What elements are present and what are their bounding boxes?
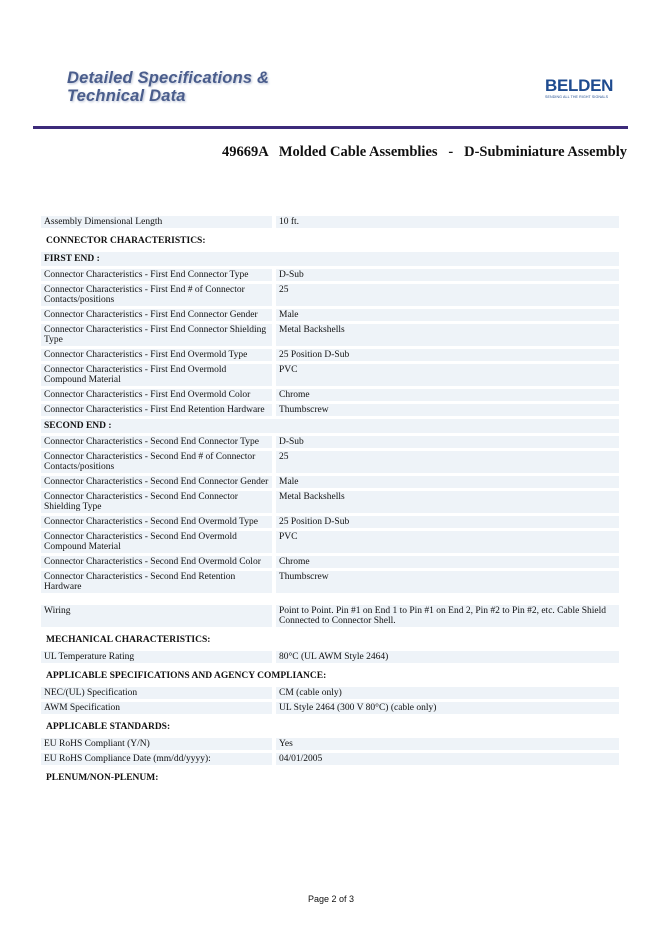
spec-label: Connector Characteristics - First End Connector Shielding Type [41, 324, 272, 346]
spec-row [41, 389, 619, 401]
logo-tagline: SENDING ALL THE RIGHT SIGNALS [545, 95, 609, 99]
spec-row [41, 738, 619, 750]
spec-value: Yes [276, 738, 619, 750]
spec-label: UL Temperature Rating [41, 651, 272, 663]
spec-label: EU RoHS Compliance Date (mm/dd/yyyy): [41, 753, 272, 765]
spec-label: Connector Characteristics - First End # of Connector Contacts/positions [41, 284, 272, 306]
subsection-heading [41, 252, 619, 266]
heading-text: APPLICABLE STANDARDS: [41, 717, 619, 735]
spec-value: 25 Position D-Sub [276, 516, 619, 528]
spec-label: EU RoHS Compliant (Y/N) [41, 738, 272, 750]
document-title: 49669A Molded Cable Assemblies - D-Subminiature Assembly [222, 144, 627, 160]
spec-value: D-Sub [276, 269, 619, 281]
spec-label: Connector Characteristics - First End Overmold Compound Material [41, 364, 272, 386]
logo-text: BELDEN [545, 76, 614, 95]
spec-row [41, 309, 619, 321]
spec-table [41, 213, 619, 789]
section-heading [41, 768, 619, 786]
spec-value: 10 ft. [276, 216, 619, 228]
spec-value: Chrome [276, 389, 619, 401]
spec-value: Thumbscrew [276, 404, 619, 416]
spec-row [41, 687, 619, 699]
spec-label: Wiring [41, 605, 272, 627]
spec-row [41, 284, 619, 306]
spec-value: UL Style 2464 (300 V 80°C) (cable only) [276, 702, 619, 714]
row-spacer [41, 596, 619, 602]
spec-value: Point to Point. Pin #1 on End 1 to Pin #1 on End 2, Pin #2 to Pin #2, etc. Cable Shield Connected to Connector Shell. [276, 605, 619, 627]
spec-value: Chrome [276, 556, 619, 568]
spec-row [41, 571, 619, 593]
spec-row [41, 605, 619, 627]
spec-value: PVC [276, 364, 619, 386]
spec-row [41, 651, 619, 663]
spec-label: Connector Characteristics - Second End Overmold Color [41, 556, 272, 568]
spec-label: NEC/(UL) Specification [41, 687, 272, 699]
header-title-line2: Technical Data [67, 87, 186, 105]
spec-label: Assembly Dimensional Length [41, 216, 272, 228]
heading-text: SECOND END : [41, 419, 619, 433]
spec-label: Connector Characteristics - Second End Connector Gender [41, 476, 272, 488]
heading-text: APPLICABLE SPECIFICATIONS AND AGENCY COMPLIANCE: [41, 666, 619, 684]
spec-value: Male [276, 309, 619, 321]
spec-value: Thumbscrew [276, 571, 619, 593]
spec-label: Connector Characteristics - First End Overmold Type [41, 349, 272, 361]
spec-label: Connector Characteristics - Second End Connector Type [41, 436, 272, 448]
spec-label: Connector Characteristics - First End Connector Type [41, 269, 272, 281]
spec-value: Metal Backshells [276, 324, 619, 346]
spec-row [41, 436, 619, 448]
spec-value: PVC [276, 531, 619, 553]
section-heading [41, 717, 619, 735]
spec-row [41, 324, 619, 346]
subsection-heading [41, 419, 619, 433]
spec-value: CM (cable only) [276, 687, 619, 699]
spec-row [41, 364, 619, 386]
spec-label: Connector Characteristics - First End Retention Hardware [41, 404, 272, 416]
spec-value: 80°C (UL AWM Style 2464) [276, 651, 619, 663]
header-rule [33, 126, 628, 129]
spec-row [41, 476, 619, 488]
spec-label: Connector Characteristics - First End Overmold Color [41, 389, 272, 401]
section-heading [41, 666, 619, 684]
spec-value: D-Sub [276, 436, 619, 448]
heading-text: MECHANICAL CHARACTERISTICS: [41, 630, 619, 648]
spec-label: AWM Specification [41, 702, 272, 714]
spec-value: Male [276, 476, 619, 488]
spec-row [41, 451, 619, 473]
spec-row [41, 349, 619, 361]
spec-label: Connector Characteristics - Second End # of Connector Contacts/positions [41, 451, 272, 473]
spec-label: Connector Characteristics - Second End Overmold Type [41, 516, 272, 528]
section-heading [41, 630, 619, 648]
spec-label: Connector Characteristics - First End Connector Gender [41, 309, 272, 321]
spec-value: 04/01/2005 [276, 753, 619, 765]
belden-logo [545, 77, 620, 99]
spec-label: Connector Characteristics - Second End Retention Hardware [41, 571, 272, 593]
spec-row [41, 516, 619, 528]
spec-row [41, 404, 619, 416]
spec-row [41, 531, 619, 553]
spec-row [41, 216, 619, 228]
spec-label: Connector Characteristics - Second End Overmold Compound Material [41, 531, 272, 553]
page-number: Page 2 of 3 [307, 894, 355, 904]
spec-value: 25 [276, 451, 619, 473]
spacer-cell [41, 596, 619, 602]
spec-value: 25 [276, 284, 619, 306]
spec-row [41, 491, 619, 513]
spec-row [41, 753, 619, 765]
spec-value: Metal Backshells [276, 491, 619, 513]
spec-row [41, 556, 619, 568]
header-title [67, 69, 269, 105]
spec-label: Connector Characteristics - Second End Connector Shielding Type [41, 491, 272, 513]
header-title-line1: Detailed Specifications & [67, 69, 270, 87]
heading-text: CONNECTOR CHARACTERISTICS: [41, 231, 619, 249]
spec-value: 25 Position D-Sub [276, 349, 619, 361]
spec-row [41, 702, 619, 714]
section-heading [41, 231, 619, 249]
spec-row [41, 269, 619, 281]
heading-text: FIRST END : [41, 252, 619, 266]
heading-text: PLENUM/NON-PLENUM: [41, 768, 619, 786]
